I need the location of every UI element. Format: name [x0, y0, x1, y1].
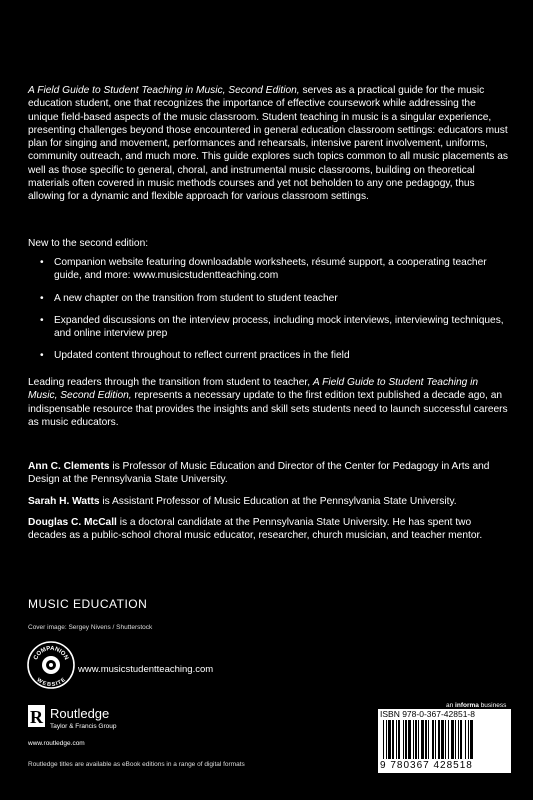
author-bio [28, 516, 508, 543]
publisher-url-link[interactable]: www.routledge.com [28, 740, 85, 747]
companion-url-link[interactable]: www.musicstudentteaching.com [78, 664, 214, 675]
isbn-number: ISBN 978-0-367-42851-8 [380, 709, 475, 719]
bullet-icon: • [40, 292, 44, 304]
companion-website-badge-icon [26, 640, 76, 690]
feature-text: Updated content throughout to reflect current practices in the field [54, 350, 350, 362]
description-paragraph [28, 84, 508, 204]
subject-category: MUSIC EDUCATION [28, 597, 148, 611]
cover-credit: Cover image: Sergey Nivens / Shutterstock [28, 624, 153, 631]
author-bio-text: is a doctoral candidate at the Pennsylvania State University. He has spent two decades as a public-school choral music educator, researcher, church musician, and teacher mentor. [28, 516, 483, 542]
publisher-name: Routledge [50, 706, 110, 721]
summary-lead: Leading readers through the transition from student to teacher, [28, 377, 313, 388]
description-text: serves as a practical guide for the music education student, one that recognizes the importance of effective coursework while addressing the unique field-based aspects of the music classroom. Student teaching in music is a singular experience, presenting challenges beyond those encountered in general education classroom settings: educators must plan for singing and movement, performances and rehearsals, intensive parent involvement, uniforms, community outreach, and much more. This guide explores such topics common to all music placements as well as those specific to general, choral, and instrumental music classrooms, building on theoretical materials often covered in music methods courses and yet not beholden to any one pedagogy, thus allowing for a dynamic and flexible approach for various classroom settings. [28, 85, 508, 203]
barcode-bars-icon [381, 720, 508, 759]
author-bio-text: is Professor of Music Education and Director of the Center for Pedagogy in Arts and Design at the Pennsylvania State University. [28, 461, 490, 486]
summary-text: represents a necessary update to the first edition text published a decade ago, an indispensable resource that provides the insights and skill sets students need to launch successful careers as music educators. [28, 390, 508, 428]
feature-text: Companion website featuring downloadable worksheets, résumé support, a cooperating teacher guide, and more: www.musicstudentteaching.com [54, 257, 487, 282]
list-item [28, 256, 508, 283]
list-item [28, 292, 508, 305]
feature-list [28, 256, 508, 372]
list-item [28, 349, 508, 362]
author-name: Douglas C. McCall [28, 516, 117, 528]
bullet-icon: • [40, 350, 44, 362]
new-edition-heading: New to the second edition: [28, 238, 149, 249]
book-title: A Field Guide to Student Teaching in Music, Second Edition, [28, 85, 300, 96]
book-title: A Field Guide to Student Teaching in Music, Second Edition, [28, 377, 479, 402]
author-name: Ann C. Clements [28, 461, 110, 472]
publisher-group: Taylor & Francis Group [50, 723, 117, 730]
author-bio-text: is Assistant Professor of Music Education at the Pennsylvania State University. [99, 495, 457, 507]
informa-suffix: business [478, 702, 507, 709]
badge-bottom-text: WEBSITE [35, 677, 67, 689]
author-name: Sarah H. Watts [28, 495, 100, 507]
author-bios [28, 460, 508, 550]
author-bio [28, 460, 508, 487]
feature-text: Expanded discussions on the interview process, including mock interviews, interviewing techniques, and online interview prep [54, 314, 504, 340]
informa-word: informa [455, 702, 479, 709]
routledge-mark-icon [28, 705, 45, 727]
feature-text: A new chapter on the transition from student to student teacher [54, 292, 338, 304]
ebook-note: Routledge titles are available as eBook editions in a range of digital formats [28, 761, 245, 768]
author-bio [28, 495, 508, 508]
summary-paragraph [28, 376, 508, 429]
isbn-barcode [378, 709, 511, 773]
informa-prefix: an [446, 702, 456, 709]
list-item [28, 314, 508, 341]
barcode-digits: 9 780367 428518 [380, 760, 473, 771]
svg-text:WEBSITE [35, 677, 67, 688]
svg-text:R: R [30, 707, 43, 727]
informa-label [446, 702, 506, 709]
bullet-icon: • [40, 257, 44, 268]
badge-top-text: COMPANION [33, 645, 69, 661]
bullet-icon: • [40, 314, 44, 326]
